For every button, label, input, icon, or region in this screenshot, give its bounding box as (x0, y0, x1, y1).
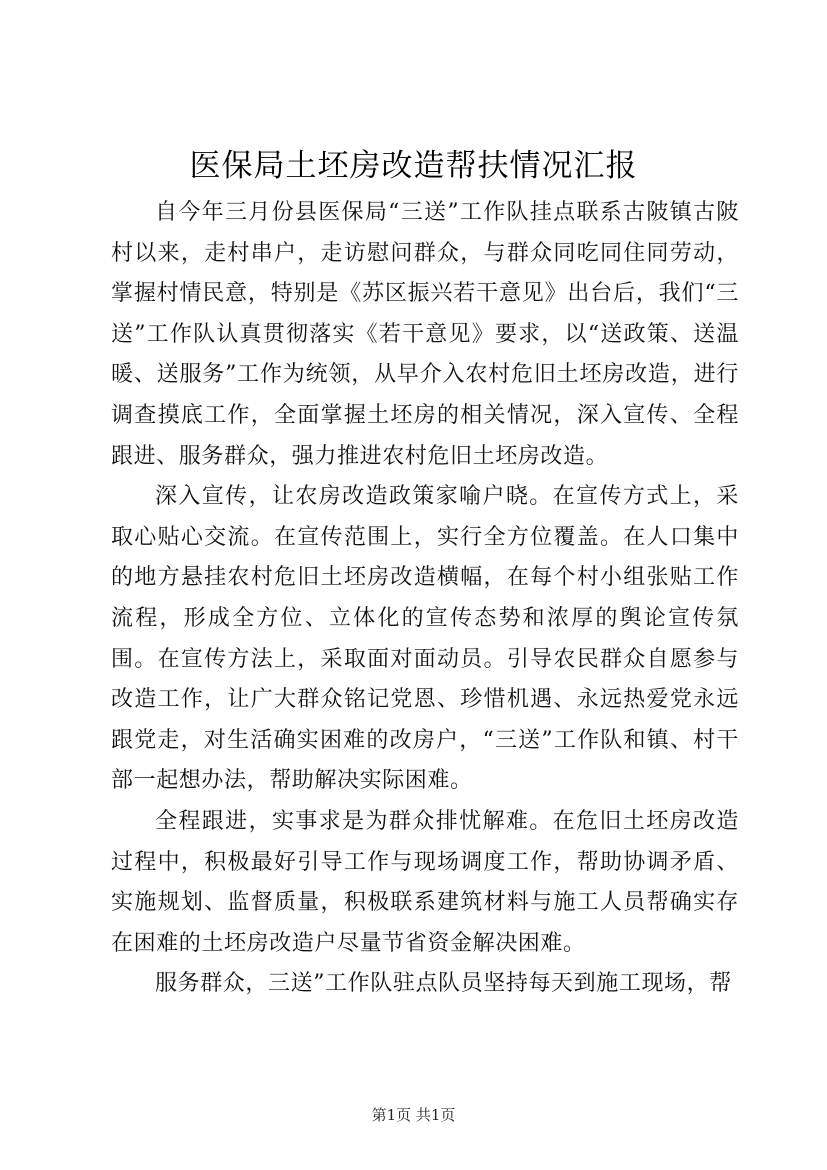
document-body (111, 193, 739, 1005)
page-footer: 第1页 共1页 (371, 1106, 456, 1124)
paragraph-publicity: 深入宣传，让农房改造政策家喻户晓。在宣传方式上，采取心贴心交流。在宣传范围上，实行全方位覆盖。在人口集中的地方悬挂农村危旧土坯房改造横幅，在每个村小组张贴工作流程，形成全方位、立体化的宣传态势和浓厚的舆论宣传氛围。在宣传方法上，采取面对面动员。引导农民群众自愿参与改造工作，让广大群众铭记党恩、珍惜机遇、永远热爱党永远跟党走，对生活确实困难的改房户，“三送”工作队和镇、村干部一起想办法，帮助解决实际困难。 (111, 484, 739, 794)
paragraph-follow-up: 全程跟进，实事求是为群众排忧解难。在危旧土坯房改造过程中，积极最好引导工作与现场调度工作，帮助协调矛盾、实施规划、监督质量，积极联系建筑材料与施工人员帮确实存在困难的土坯房改造户尽量节省资金解决困难。 (111, 808, 739, 956)
paragraph-service: 服务群众，三送”工作队驻点队员坚持每天到施工现场，帮 (155, 971, 732, 997)
document-title: 医保局土坯房改造帮扶情况汇报 (189, 148, 638, 184)
paragraph-intro: 自今年三月份县医保局“三送”工作队挂点联系古陂镇古陂村以来，走村串户，走访慰问群众，与群众同吃同住同劳动，掌握村情民意，特别是《苏区振兴若干意见》出台后，我们“三送”工作队认真贯彻落实《若干意见》要求，以“送政策、送温暖、送服务”工作为统领，从早介入农村危旧土坯房改造，进行调查摸底工作，全面掌握土坯房的相关情况，深入宣传、全程跟进、服务群众，强力推进农村危旧土坯房改造。 (111, 200, 739, 469)
